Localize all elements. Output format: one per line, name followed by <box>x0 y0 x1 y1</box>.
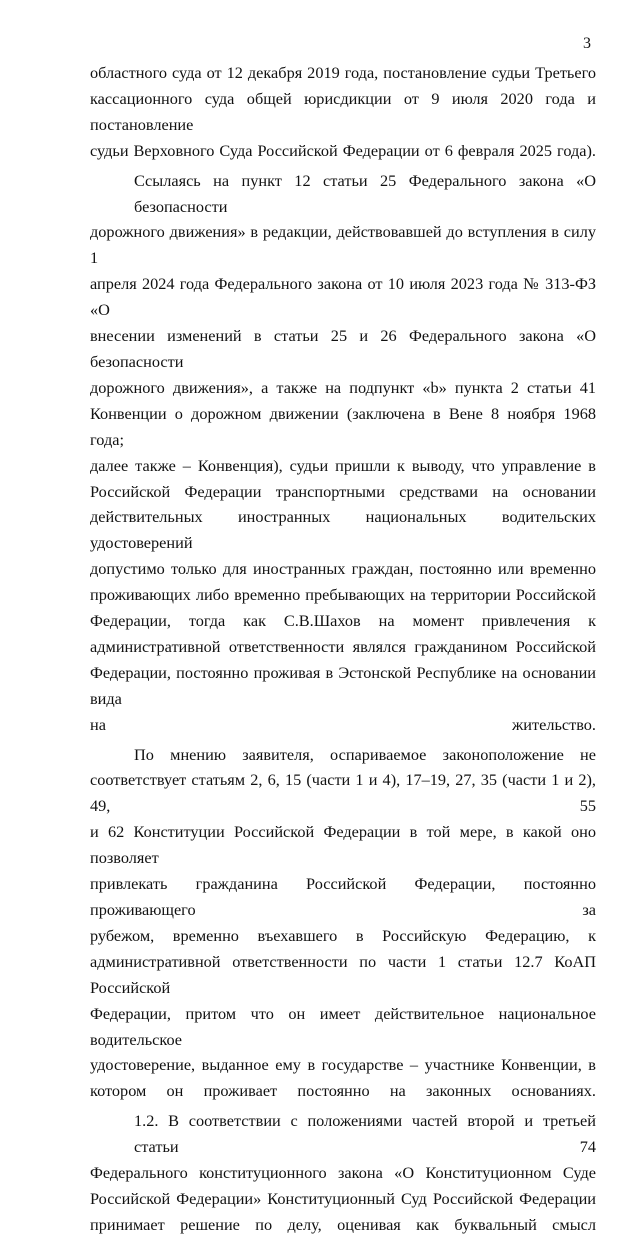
text-line: Федерации, притом что он имеет действительное национальное водительское <box>90 1003 596 1049</box>
paragraph <box>90 60 596 164</box>
text-line: административной ответственности являлся гражданином Российской <box>90 636 596 656</box>
text-line: Ссылаясь на пункт 12 статьи 25 Федерального закона «О безопасности <box>134 170 596 216</box>
page-number: 3 <box>583 35 591 52</box>
text-line: Федерального конституционного закона «О Конституционном Суде <box>90 1163 596 1183</box>
text-line: принимает решение по делу, оценивая как буквальный смысл <box>90 1214 596 1234</box>
text-line: дорожного движения» в редакции, действовавшей до вступления в силу 1 <box>90 222 596 268</box>
text-line: и 62 Конституции Российской Федерации в той мере, в какой оно позволяет <box>90 822 596 868</box>
text-line: рубежом, временно въехавшего в Российскую Федерацию, к <box>90 925 596 945</box>
text-line: удостоверение, выданное ему в государстве – участнике Конвенции, в <box>90 1055 596 1075</box>
text-line: По мнению заявителя, оспариваемое законоположение не <box>134 744 596 764</box>
text-line: апреля 2024 года Федерального закона от 10 июля 2023 года № 313-ФЗ «О <box>90 274 596 320</box>
text-line: 1.2. В соответствии с положениями частей второй и третьей статьи 74 <box>134 1111 596 1157</box>
text-line: соответствует статьям 2, 6, 15 (части 1 и 4), 17–19, 27, 35 (части 1 и 2), 49, 55 <box>90 770 596 816</box>
text-line: Федерации, тогда как С.В.Шахов на момент привлечения к <box>90 611 596 631</box>
text-line: Российской Федерации» Конституционный Суд Российской Федерации <box>90 1188 596 1208</box>
text-line: кассационного суда общей юрисдикции от 9 июля 2020 года и постановление <box>90 88 596 134</box>
text-line: далее также – Конвенция), судьи пришли к выводу, что управление в <box>90 455 596 475</box>
text-line: внесении изменений в статьи 25 и 26 Федерального закона «О безопасности <box>90 326 596 371</box>
text-line: котором он проживает постоянно на законных основаниях. <box>90 1081 596 1101</box>
text-line: судьи Верховного Суда Российской Федерации от 6 февраля 2025 года). <box>90 140 596 160</box>
text-line: на жительство. <box>90 714 596 734</box>
text-line: областного суда от 12 декабря 2019 года, постановление судьи Третьего <box>90 63 596 82</box>
text-line: проживающих либо временно пребывающих на территории Российской <box>90 585 596 605</box>
text-line: административной ответственности по части 1 статьи 12.7 КоАП Российской <box>90 951 596 997</box>
text-line: допустимо только для иностранных граждан, постоянно или временно <box>90 559 596 579</box>
paragraph <box>90 1108 596 1238</box>
text-line: Конвенции о дорожном движении (заключена в Вене 8 ноября 1968 года; <box>90 403 596 449</box>
text-line: Российской Федерации транспортными средствами на основании <box>90 481 596 501</box>
text-line: действительных иностранных национальных водительских удостоверений <box>90 507 596 553</box>
text-line: дорожного движения», а также на подпункт «b» пункта 2 статьи 41 <box>90 377 596 397</box>
text-line: Федерации, постоянно проживая в Эстонской Республике на основании вида <box>90 662 596 708</box>
paragraph <box>90 742 596 1105</box>
paragraph <box>90 168 596 738</box>
text-line: привлекать гражданина Российской Федерации, постоянно проживающего за <box>90 874 596 919</box>
document-body <box>90 60 596 1238</box>
